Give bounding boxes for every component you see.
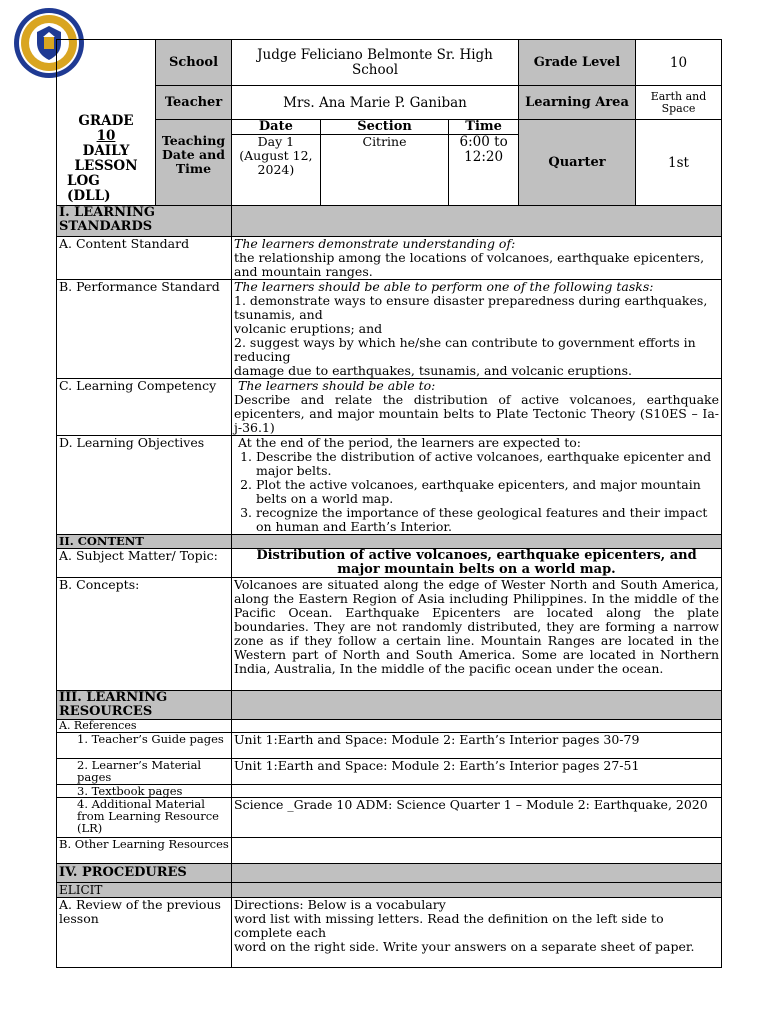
objective-item: 1. Describe the distribution of active volcanoes, earthquake epicenter and major belts. [256,450,719,478]
section-value: Citrine [320,135,448,206]
section-heading-resources: III. LEARNING RESOURCES [57,691,232,720]
section-heading-filler [232,535,722,549]
textbook-label: 3. Textbook pages [57,785,232,798]
grade-number: 10 [96,128,116,144]
competency-text: Describe and relate the distribution of active volcanoes, earthquake epicenters, and major mountain belts to Plate Tectonic Theory (S10ES – Ia-j-36.1) [234,392,719,435]
concepts-value: Volcanoes are situated along the edge of Wester North and South America, along the Eastern Region of Asia including Philippines. In the middle of the Pacific Ocean. Earthquake Epicenters are located along the plate boundaries. They are not randomly distributed, they are forming a narrow zone as if they follow a certain line. Mountain Ranges are located in the Western part of North and South America. Some are located in Northern India, Australia, In the middle of the pacific ocean under the ocean. [232,578,722,691]
section-heading-filler [232,206,722,237]
learners-material-label: 2. Learner’s Material pages [57,759,232,785]
review-line: word on the right side. Write your answers on a separate sheet of paper. [234,939,695,954]
school-value: Judge Feliciano Belmonte Sr. High School [232,40,519,86]
additional-material-value: Science _Grade 10 ADM: Science Quarter 1 – Module 2: Earthquake, 2020 [232,798,722,838]
grade-level-label: Grade Level [519,40,636,86]
grade-block [57,40,156,206]
references-value [232,720,722,733]
concepts-label: B. Concepts: [57,578,232,691]
performance-standard-value [232,280,722,379]
performance-line: volcanic eruptions; and [234,321,383,336]
objectives-label: D. Learning Objectives [57,436,232,535]
grade-level-value: 10 [636,40,722,86]
grade-block-line: LESSON [74,158,138,174]
review-line: word list with missing letters. Read the definition on the left side to complete each [234,911,664,940]
subject-matter-value: Distribution of active volcanoes, earthquake epicenters, and major mountain belts on a world map. [232,549,722,578]
date-label: Date [232,120,320,135]
performance-line: damage due to earthquakes, tsunamis, and volcanic eruptions. [234,363,632,378]
review-label: A. Review of the previous lesson [57,898,232,968]
section-heading-filler [232,864,722,883]
performance-standard-intro: The learners should be able to perform one of the following tasks: [234,279,654,294]
review-value [232,898,722,968]
section-label: Section [320,120,448,135]
objectives-list [234,450,719,534]
competency-label: C. Learning Competency [57,379,232,436]
elicit-label: ELICIT [57,883,232,898]
content-standard-value [232,237,722,280]
grade-label: GRADE [78,113,134,129]
time-value: 6:00 to 12:20 [449,135,518,206]
objective-item: 2. Plot the active volcanoes, earthquake epicenters, and major mountain belts on a world map. [256,478,719,506]
grade-block-line: DAILY [82,143,130,159]
teacher-label: Teacher [156,86,232,120]
objective-item: 3. recognize the importance of these geological features and their impact on human and Earth’s Interior. [256,506,719,534]
quarter-label: Quarter [519,120,636,206]
other-resources-text: B. Other Learning Resources [59,837,229,851]
date-value: Day 1 (August 12, 2024) [232,135,320,206]
school-label: School [156,40,232,86]
section-heading-standards: I. LEARNING STANDARDS [57,206,232,237]
learners-material-value: Unit 1:Earth and Space: Module 2: Earth’s Interior pages 27-51 [232,759,722,785]
section-heading-procedures: IV. PROCEDURES [57,864,232,883]
teachers-guide-label: 1. Teacher’s Guide pages [57,733,232,759]
learning-area-label: Learning Area [519,86,636,120]
references-label: A. References [57,720,232,733]
textbook-value [232,785,722,798]
learning-area-value: Earth and Space [636,86,722,120]
section-heading-content: II. CONTENT [57,535,232,549]
teachers-guide-value: Unit 1:Earth and Space: Module 2: Earth’s Interior pages 30-79 [232,733,722,759]
time-label: Time [449,120,518,135]
teaching-date-label: Teaching Date and Time [156,120,232,206]
teacher-value: Mrs. Ana Marie P. Ganiban [232,86,519,120]
objectives-value [232,436,722,535]
other-resources-label [57,838,232,864]
objectives-intro: At the end of the period, the learners are expected to: [237,435,581,450]
review-line: Directions: Below is a vocabulary [234,897,446,912]
lesson-log-table [56,39,722,968]
date-section-time [232,120,519,206]
content-standard-intro: The learners demonstrate understanding of: [234,236,516,251]
additional-material-label: 4. Additional Material from Learning Resource (LR) [57,798,232,838]
performance-line: 1. demonstrate ways to ensure disaster preparedness during earthquakes, tsunamis, and [234,293,708,322]
performance-line: 2. suggest ways by which he/she can contribute to government efforts in reducing [234,335,696,364]
performance-standard-label: B. Performance Standard [57,280,232,379]
section-heading-filler [232,691,722,720]
content-standard-text: the relationship among the locations of volcanoes, earthquake epicenters, and mountain ranges. [234,250,705,279]
grade-block-line: (DLL) [67,188,111,204]
competency-value [232,379,722,436]
content-standard-label: A. Content Standard [57,237,232,280]
other-resources-value [232,838,722,864]
quarter-value: 1st [636,120,722,206]
subject-matter-label: A. Subject Matter/ Topic: [57,549,232,578]
grade-block-line: LOG [67,173,100,189]
competency-intro: The learners should be able to: [237,378,436,393]
elicit-filler [232,883,722,898]
